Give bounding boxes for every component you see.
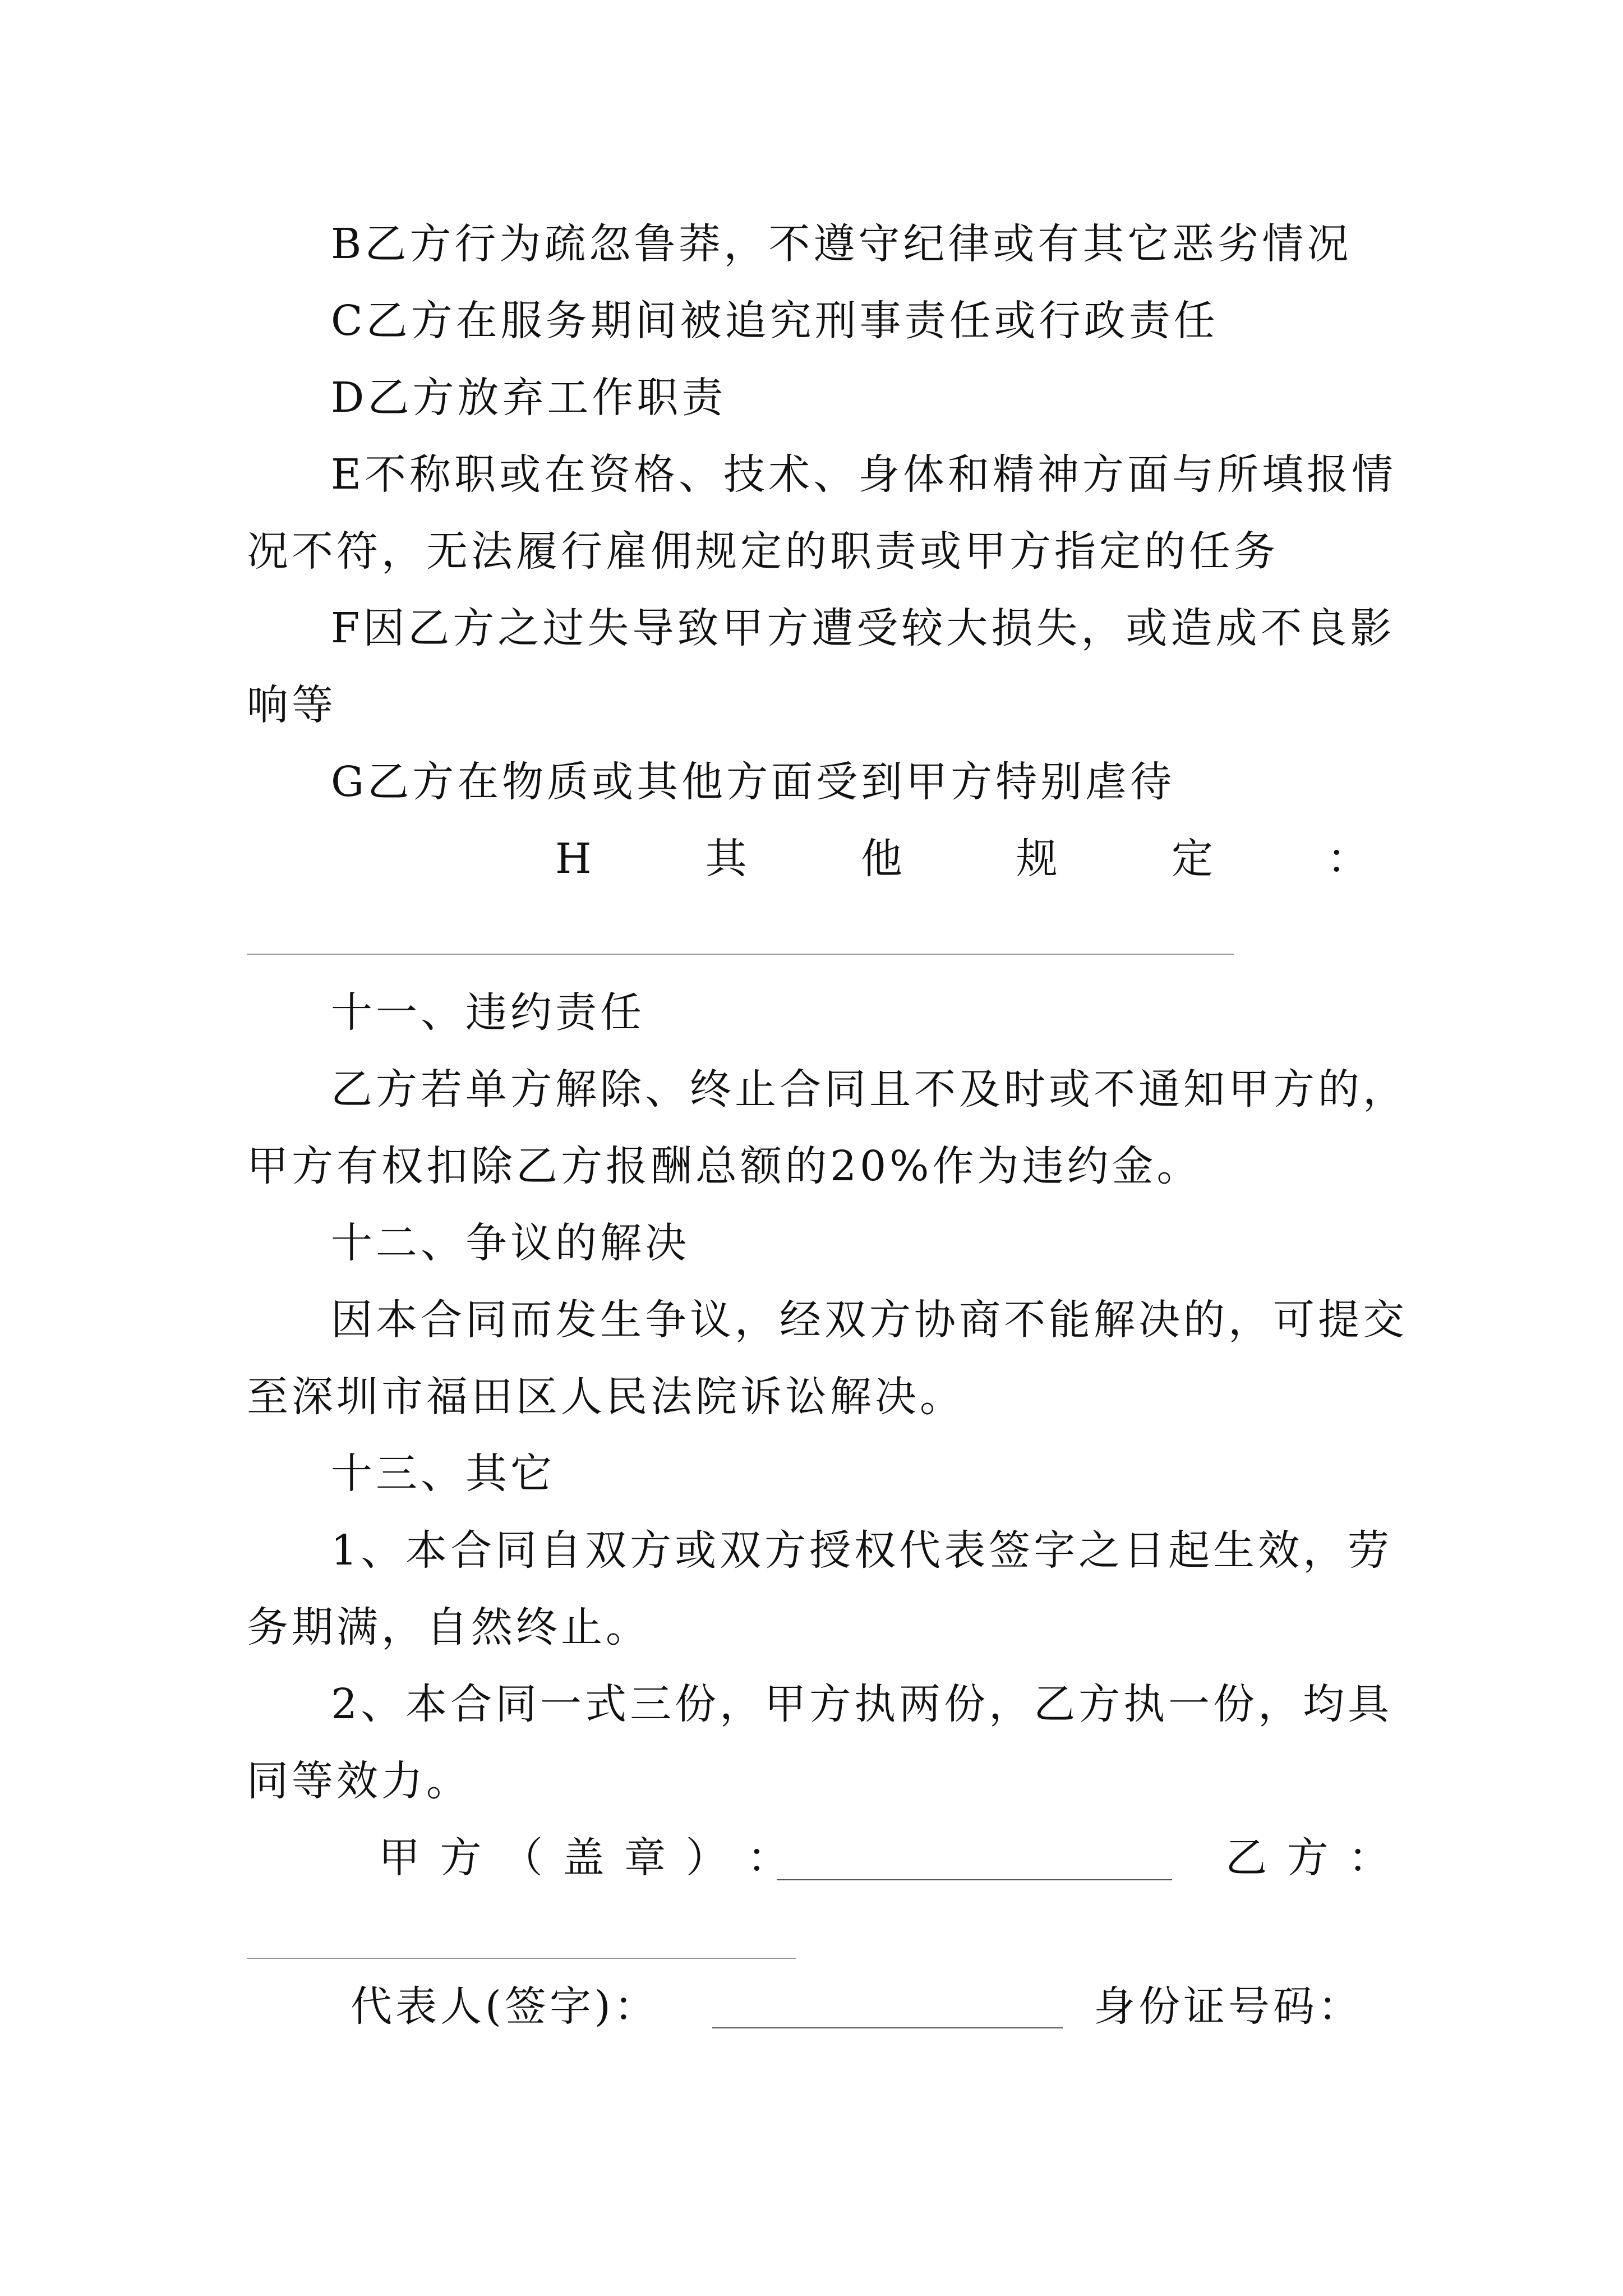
party-b-fill-line [247,1958,796,1959]
section13-item2-line1: 2、本合同一式三份，甲方执两份，乙方执一份，均具 [331,1680,1393,1728]
party-b-label: 乙 方 ： [1225,1834,1394,1882]
representative-signature-blank[interactable] [712,2027,1063,2028]
clause-h-fill-line [247,954,1234,955]
clause-g: G乙方在物质或其他方面受到甲方特别虐待 [331,758,1175,806]
section11-line2: 甲方有权扣除乙方报酬总额的20%作为违约金。 [247,1142,1202,1190]
clause-h-char: 他 [860,835,902,883]
clause-e-line1: E不称职或在资格、技术、身体和精神方面与所填报情 [331,450,1397,499]
section12-line2: 至深圳市福田区人民法院诉讼解决。 [247,1373,965,1421]
clause-h [555,835,1368,883]
clause-h-char: 定 [1171,835,1213,883]
section12-line1: 因本合同而发生争议，经双方协商不能解决的，可提交 [331,1296,1408,1344]
clause-c: C乙方在服务期间被追究刑事责任或行政责任 [331,297,1219,345]
party-a-signature-blank[interactable] [777,1879,1172,1880]
section13-heading: 十三、其它 [331,1450,555,1498]
section13-item1-line1: 1、本合同自双方或双方授权代表签字之日起生效，劳 [331,1526,1393,1575]
clause-h-char: 规 [1016,835,1058,883]
clause-h-char: 其 [705,835,747,883]
id-number-label: 身份证号码： [1094,1982,1363,2031]
clause-d: D乙方放弃工作职责 [331,374,727,422]
section11-heading: 十一、违约责任 [331,988,645,1037]
clause-h-colon: ： [1326,835,1368,883]
clause-f-line2: 响等 [247,681,336,729]
clause-f-line1: F因乙方之过失导致甲方遭受较大损失，或造成不良影 [331,604,1395,652]
section13-item2-line2: 同等效力。 [247,1757,471,1805]
party-a-label: 甲 方 （ 盖 章 ） ： [379,1834,792,1882]
clause-h-letter: H [555,835,592,883]
clause-e-line2: 况不符，无法履行雇佣规定的职责或甲方指定的任务 [247,527,1279,576]
representative-label: 代表人(签字)： [351,1982,659,2031]
section12-heading: 十二、争议的解决 [331,1219,690,1267]
section11-line1: 乙方若单方解除、终止合同且不及时或不通知甲方的， [331,1065,1408,1114]
clause-b: B乙方行为疏忽鲁莽，不遵守纪律或有其它恶劣情况 [331,220,1352,268]
section13-item1-line2: 务期满，自然终止。 [247,1603,651,1651]
